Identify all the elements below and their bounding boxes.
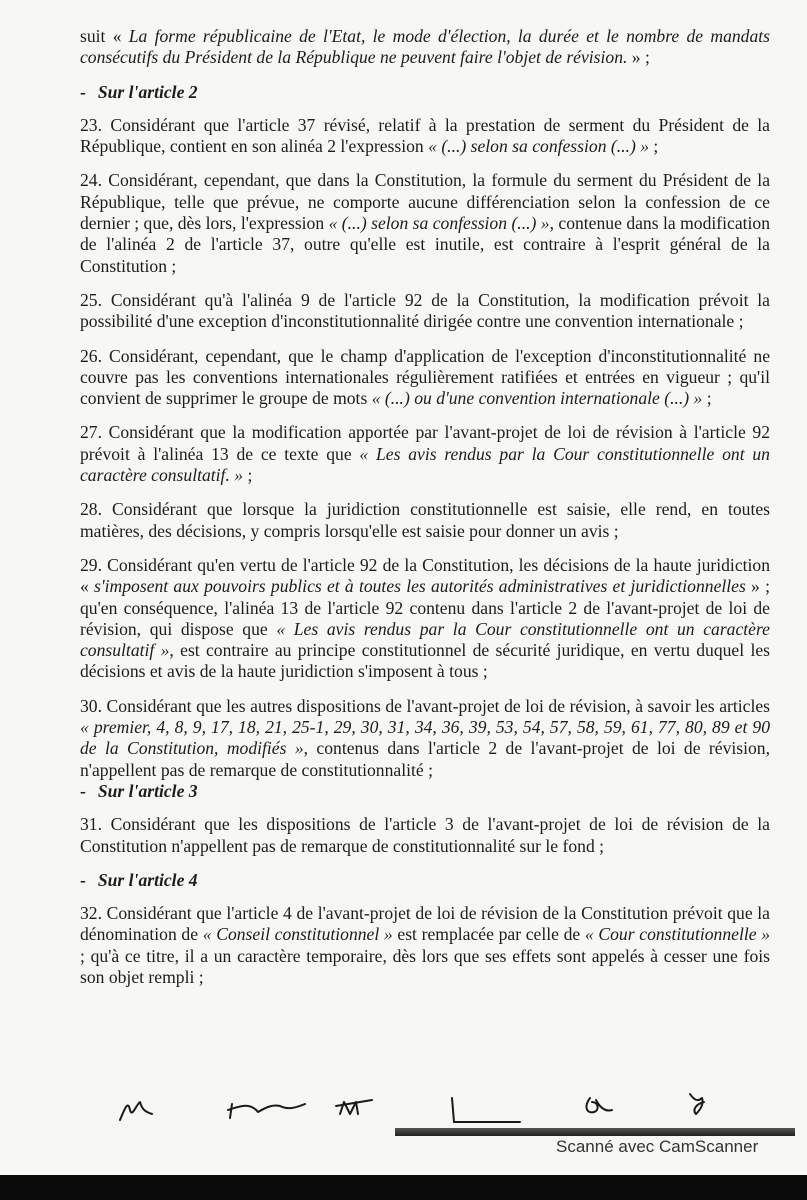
paragraph-text: Considérant que l'article 4 de l'avant-projet de loi de révision de la Constitution prévoit que la dénomination de bbox=[80, 903, 770, 945]
paragraph-26 bbox=[80, 346, 770, 410]
initial-mark-5 bbox=[587, 1098, 612, 1112]
paragraph-middle: est remplacée par celle de bbox=[392, 924, 585, 945]
paragraph-32 bbox=[80, 903, 770, 988]
paragraph-quote: « (...) ou d'une convention internationale (...) » bbox=[371, 388, 703, 409]
scan-edge-shadow bbox=[395, 1128, 795, 1136]
paragraph-27 bbox=[80, 422, 770, 486]
heading-label: Sur l'article 3 bbox=[97, 780, 198, 801]
paragraph-text: Considérant que lorsque la juridiction constitutionnelle est saisie, elle rend, en toutes matières, des décisions, y compris lorsqu'elle est saisie pour donner un avis ; bbox=[80, 499, 770, 541]
initial-mark-3 bbox=[336, 1100, 372, 1114]
paragraph-24 bbox=[80, 170, 770, 276]
paragraph-29 bbox=[80, 555, 770, 683]
paragraph-text: Considérant, cependant, que le champ d'application de l'exception d'inconstitutionnalité ne couvre pas les conventions internationales régulièrement ratifiées et entrées en vigueur ; qu'il convient de supprimer le groupe de mots bbox=[80, 345, 770, 409]
paragraph-30 bbox=[80, 696, 770, 781]
paragraph-text: Considérant, cependant, que dans la Constitution, la formule du serment du Président de la République, telle que prévue, ne comporte aucune différenciation selon la confession de ce dernier ; que, dès lors, l'expression bbox=[80, 170, 770, 234]
heading-dash: - bbox=[80, 81, 86, 102]
heading-dash: - bbox=[80, 780, 86, 801]
paragraph-quote: s'imposent aux pouvoirs publics et à toutes les autorités administratives et juridictionnelles bbox=[94, 576, 746, 597]
heading-article-4 bbox=[80, 870, 770, 891]
paragraph-end: , contenue dans la modification de l'alinéa 2 de l'article 37, outre qu'elle est inutile, est contraire à l'esprit général de la Constitution ; bbox=[80, 213, 771, 276]
paragraph-number: 27. bbox=[80, 422, 102, 443]
paragraph-quote: « (...) selon sa confession (...) » bbox=[328, 213, 550, 234]
paragraph-middle: » ; qu'en conséquence, l'alinéa 13 de l'article 92 contenu dans l'article 2 de l'avant-projet de loi de révision, qui dispose que bbox=[80, 576, 770, 639]
paragraph-end: ; qu'à ce titre, il a un caractère temporaire, dès lors que ses effets sont appelés à cesser une fois son objet rempli ; bbox=[80, 945, 770, 987]
paragraph-quote: « Les avis rendus par la Cour constitutionnelle ont un caractère consultatif. » bbox=[80, 443, 770, 486]
paragraph-number: 25. bbox=[80, 289, 102, 310]
paragraph-text: Considérant que l'article 37 révisé, relatif à la prestation de serment du Président de la République, contient en son alinéa 2 l'expression bbox=[80, 114, 770, 157]
intro-prefix: suit « bbox=[80, 26, 129, 46]
paragraph-number: 26. bbox=[80, 345, 102, 366]
paragraph-31 bbox=[80, 814, 770, 857]
paragraph-end: ; bbox=[702, 388, 712, 409]
bottom-black-bar bbox=[0, 1175, 807, 1200]
paragraph-number: 30. bbox=[80, 695, 102, 716]
intro-paragraph bbox=[80, 26, 770, 69]
paragraph-text: Considérant que la modification apportée par l'avant-projet de loi de révision à l'article 92 prévoit à l'alinéa 13 de ce texte que bbox=[80, 422, 770, 464]
paragraph-number: 32. bbox=[80, 903, 102, 924]
initial-mark-2 bbox=[228, 1104, 305, 1118]
signature-initials bbox=[100, 1080, 780, 1125]
paragraph-23 bbox=[80, 115, 770, 158]
paragraph-number: 31. bbox=[80, 814, 102, 835]
heading-label: Sur l'article 4 bbox=[97, 869, 198, 890]
paragraph-25 bbox=[80, 290, 770, 333]
document-body bbox=[80, 26, 770, 1001]
heading-article-2 bbox=[80, 82, 770, 103]
paragraph-end: ; bbox=[243, 465, 253, 486]
paragraph-end: , est contraire au principe constitutionnel de sécurité juridique, en vertu duquel les décisions et avis de la haute juridiction s'imposent à tous ; bbox=[80, 640, 770, 682]
heading-dash: - bbox=[80, 869, 86, 890]
paragraph-number: 29. bbox=[80, 554, 102, 575]
paragraph-number: 23. bbox=[80, 114, 102, 135]
paragraph-text: Considérant qu'en vertu de l'article 92 de la Constitution, les décisions de la haute juridiction « bbox=[80, 554, 770, 597]
initial-mark-6 bbox=[690, 1094, 704, 1114]
paragraph-end: ; bbox=[649, 136, 659, 157]
heading-article-3 bbox=[80, 781, 770, 802]
paragraph-quote-2: « Cour constitutionnelle » bbox=[584, 924, 771, 945]
paragraph-quote: « Conseil constitutionnel » bbox=[202, 924, 393, 945]
initial-mark-1 bbox=[120, 1102, 152, 1120]
paragraph-quote: « (...) selon sa confession (...) » bbox=[428, 136, 649, 157]
paragraph-number: 24. bbox=[80, 170, 102, 191]
paragraph-quote: « premier, 4, 8, 9, 17, 18, 21, 25-1, 29, 30, 31, 34, 36, 39, 53, 54, 57, 58, 59, 61, 77, 80, 89 et 90 de la Constitution, modifiés » bbox=[80, 717, 770, 759]
paragraph-28 bbox=[80, 499, 770, 542]
paragraph-text: Considérant qu'à l'alinéa 9 de l'article 92 de la Constitution, la modification prévoit la possibilité d'une exception d'inconstitutionnalité dirigée contre une convention internationale ; bbox=[80, 289, 770, 332]
heading-label: Sur l'article 2 bbox=[97, 81, 198, 102]
intro-quote: La forme républicaine de l'Etat, le mode d'élection, la durée et le nombre de mandats consécutifs du Président de la République ne peuvent faire l'objet de révision. bbox=[80, 26, 770, 68]
scanner-watermark: Scanné avec CamScanner bbox=[556, 1137, 759, 1156]
paragraph-number: 28. bbox=[80, 499, 102, 520]
paragraph-text: Considérant que les autres dispositions de l'avant-projet de loi de révision, à savoir les articles bbox=[102, 695, 770, 716]
initial-mark-4 bbox=[452, 1098, 520, 1122]
paragraph-text: Considérant que les dispositions de l'article 3 de l'avant-projet de loi de révision de la Constitution n'appellent pas de remarque de constitutionnalité sur le fond ; bbox=[80, 814, 770, 856]
intro-suffix: » ; bbox=[627, 47, 650, 68]
paragraph-end: , contenus dans l'article 2 de l'avant-projet de loi de révision, n'appellent pas de remarque de constitutionnalité ; bbox=[80, 738, 770, 780]
paragraph-quote-2: « Les avis rendus par la Cour constitutionnelle ont un caractère consultatif » bbox=[80, 618, 770, 661]
